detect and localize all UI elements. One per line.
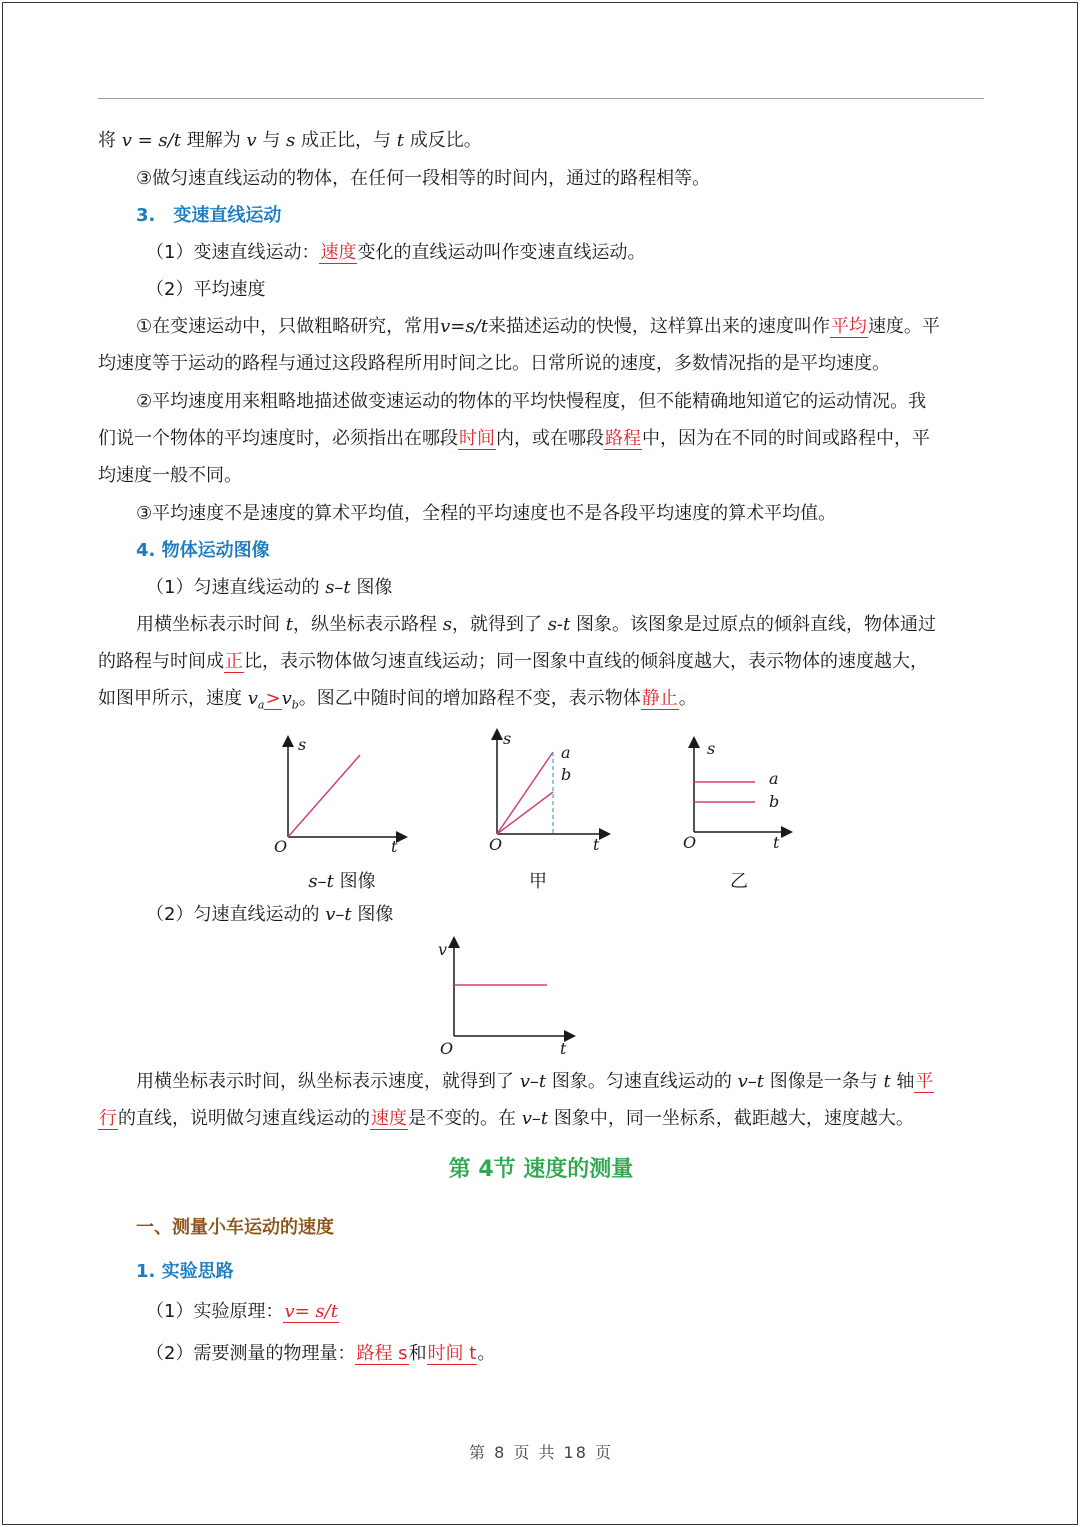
x-label: t xyxy=(773,833,780,852)
fill-blank: v= s/t xyxy=(284,1301,338,1322)
vt-graph xyxy=(436,938,581,1058)
fill-blank: 时间 xyxy=(459,428,495,449)
paragraph-line: （2）需要测量的物理量：路程 s和时间 t。 xyxy=(146,1343,496,1364)
paragraph-line: 均速度等于运动的路程与通过这段路程所用时间之比。日常所说的速度，多数情况指的是平均速度。 xyxy=(98,353,890,374)
heading-variable-motion: 3. 变速直线运动 xyxy=(136,205,282,226)
label-a: a xyxy=(561,743,571,762)
paragraph-line: 均速度一般不同。 xyxy=(98,465,242,486)
heading-measure-car-speed: 一、测量小车运动的速度 xyxy=(136,1217,334,1238)
graph-line xyxy=(288,755,360,837)
origin-label: O xyxy=(683,833,697,852)
fill-blank: 路程 xyxy=(605,428,641,449)
caption-yi: 乙 xyxy=(730,871,748,892)
fill-blank: 路程 s xyxy=(356,1343,408,1364)
paragraph-line: 用横坐标表示时间，纵坐标表示速度，就得到了 v–t 图象。匀速直线运动的 v–t 图像是一条与 t 轴平 xyxy=(136,1071,934,1092)
section-title: 第 4节 速度的测量 xyxy=(448,1157,634,1182)
fill-blank: 静止 xyxy=(641,688,678,709)
st-graph xyxy=(270,735,420,860)
heading-experiment-idea: 1. 实验思路 xyxy=(136,1261,234,1282)
paragraph-line: （1）实验原理：v= s/t xyxy=(146,1301,338,1322)
fill-blank: 速度 xyxy=(320,242,357,263)
x-label: t xyxy=(391,837,398,856)
paragraph-line: 的路程与时间成正比，表示物体做匀速直线运动；同一图象中直线的倾斜度越大，表示物体的速度越大， xyxy=(98,651,928,672)
line-a xyxy=(497,752,553,834)
origin-label: O xyxy=(274,837,288,856)
fill-blank: 平均 xyxy=(830,316,867,337)
label-b: b xyxy=(561,765,572,784)
fill-blank: 速度 xyxy=(371,1108,407,1129)
paragraph-line: ③做匀速直线运动的物体，在任何一段相等的时间内，通过的路程相等。 xyxy=(136,168,711,189)
paragraph-line: （2）平均速度 xyxy=(146,279,266,300)
x-label: t xyxy=(593,835,600,854)
paragraph-line: （1）匀速直线运动的 s–t 图像 xyxy=(146,577,393,598)
graph-yi xyxy=(677,738,807,858)
paragraph-line: 如图甲所示，速度 $v_a>v_b$。图乙中随时间的增加路程不变，表示物体静止。 xyxy=(98,688,697,712)
paragraph-line: （1）变速直线运动：速度变化的直线运动叫作变速直线运动。 xyxy=(146,242,646,263)
header-rule xyxy=(98,98,984,99)
fill-blank: 时间 t xyxy=(427,1343,477,1364)
label-a: a xyxy=(769,769,779,788)
paragraph-line: ①在变速运动中，只做粗略研究，常用v=s/t来描述运动的快慢，这样算出来的速度叫作平均速度。平 xyxy=(136,316,940,337)
fill-blank: 平 xyxy=(915,1071,934,1092)
paragraph-line: ③平均速度不是速度的算术平均值，全程的平均速度也不是各段平均速度的算术平均值。 xyxy=(136,503,837,524)
fill-blank: 行 xyxy=(99,1108,117,1129)
label-b: b xyxy=(769,792,780,811)
line-b xyxy=(497,792,553,834)
y-label: s xyxy=(503,729,512,748)
paragraph-line: 将 v = s/t 理解为 v 与 s 成正比，与 t 成反比。 xyxy=(98,130,482,151)
page-number: 第 8 页 共 18 页 xyxy=(469,1443,613,1462)
y-label: s xyxy=(707,739,716,758)
paragraph-line: 用横坐标表示时间 t，纵坐标表示路程 s，就得到了 s-t 图象。该图象是过原点的倾斜直线，物体通过 xyxy=(136,614,936,635)
origin-label: O xyxy=(489,835,503,854)
graph-jia xyxy=(483,730,623,855)
heading-motion-graphs: 4. 物体运动图像 xyxy=(136,540,270,561)
y-label: s xyxy=(298,735,307,754)
fill-blank: 正 xyxy=(225,651,243,672)
origin-label: O xyxy=(440,1039,454,1058)
fill-blank: > xyxy=(265,688,281,709)
x-label: t xyxy=(560,1039,567,1058)
y-label: v xyxy=(438,940,448,959)
caption-st: s–t 图像 xyxy=(308,871,376,892)
paragraph-line: 行的直线，说明做匀速直线运动的速度是不变的。在 v–t 图象中，同一坐标系，截距越大，速度越大。 xyxy=(99,1108,914,1129)
paragraph-line: （2）匀速直线运动的 v–t 图像 xyxy=(146,904,394,925)
paragraph-line: 们说一个物体的平均速度时，必须指出在哪段时间内，或在哪段路程中，因为在不同的时间或路程中，平 xyxy=(98,428,930,449)
paragraph-line: ②平均速度用来粗略地描述做变速运动的物体的平均快慢程度，但不能精确地知道它的运动情况。我 xyxy=(136,391,927,412)
caption-jia: 甲 xyxy=(529,871,547,892)
